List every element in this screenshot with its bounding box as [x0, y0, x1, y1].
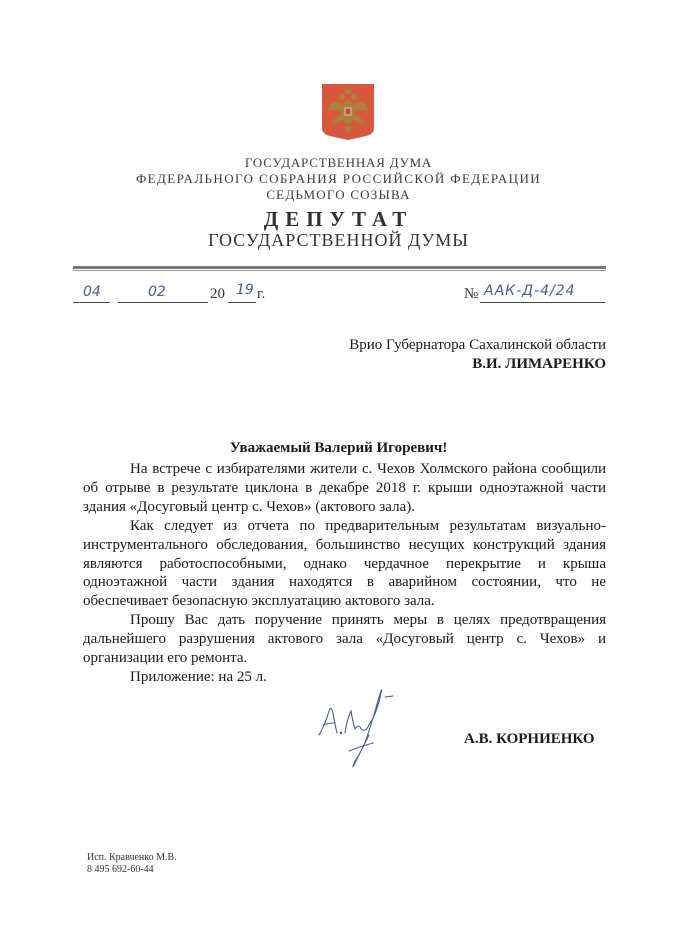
- russian-coat-of-arms-icon: [320, 82, 376, 142]
- salutation: Уважаемый Валерий Игоревич!: [229, 440, 448, 456]
- date-year-suffix: 19: [236, 282, 254, 298]
- addressee-name: В.И. ЛИМАРЕНКО: [472, 356, 606, 372]
- letterhead-subtitle: ГОСУДАРСТВЕННОЙ ДУМЫ: [208, 230, 469, 250]
- addressee-position: Врио Губернатора Сахалинской области: [349, 337, 606, 353]
- executor-name: Исп. Кравченко М.В.: [87, 852, 177, 863]
- date-month: 02: [148, 284, 166, 300]
- date-day-field: [73, 282, 110, 303]
- body-paragraph: На встрече с избирателями жители с. Чехов Холмского района сообщили об отрыве в результате циклона в декабре 2018 г. крыши одноэтажной части здания «Досуговый центр с. Чехов» (актового зала).: [83, 461, 606, 515]
- date-year-prefix: 20: [210, 286, 225, 302]
- date-day: 04: [83, 284, 101, 300]
- signatory-name: А.В. КОРНИЕНКО: [464, 731, 595, 747]
- date-month-field: [118, 282, 208, 303]
- date-year-unit: г.: [257, 286, 266, 302]
- header-divider-thin: [73, 270, 606, 271]
- reference-label: №: [464, 286, 479, 302]
- reference-field: [480, 282, 605, 303]
- body-paragraph: Как следует из отчета по предварительным результатам визуально-инструментального обследования, большинство несущих конструкций здания являются работоспособными, однако чердачное перекрытие и крыша одноэтажной части здания находятся в аварийном состоянии, что не обеспечивает безопасную эксплуатацию актового зала.: [83, 517, 606, 610]
- date-year-field: [228, 282, 256, 303]
- letter-body: [83, 460, 606, 687]
- letterhead-line-2: ФЕДЕРАЛЬНОГО СОБРАНИЯ РОССИЙСКОЙ ФЕДЕРАЦИИ: [135, 171, 542, 186]
- attachment-note: Приложение: на 25 л.: [130, 668, 267, 685]
- header-divider: [73, 266, 606, 269]
- executor-info: [87, 852, 177, 876]
- reference-number: ААК-Д-4/24: [484, 283, 576, 299]
- body-paragraph: Прошу Вас дать поручение принять меры в целях предотвращения дальнейшего разрушения актового зала «Досуговый центр с. Чехов» и организации его ремонта.: [83, 612, 606, 667]
- letterhead-line-1: ГОСУДАРСТВЕННАЯ ДУМА: [244, 155, 433, 170]
- addressee-block: [349, 336, 606, 374]
- letterhead-line-3: СЕДЬМОГО СОЗЫВА: [266, 187, 411, 202]
- letterhead-title: ДЕПУТАТ: [263, 207, 414, 231]
- handwritten-signature-icon: [315, 683, 405, 778]
- executor-phone: 8 495 692-60-44: [87, 864, 154, 875]
